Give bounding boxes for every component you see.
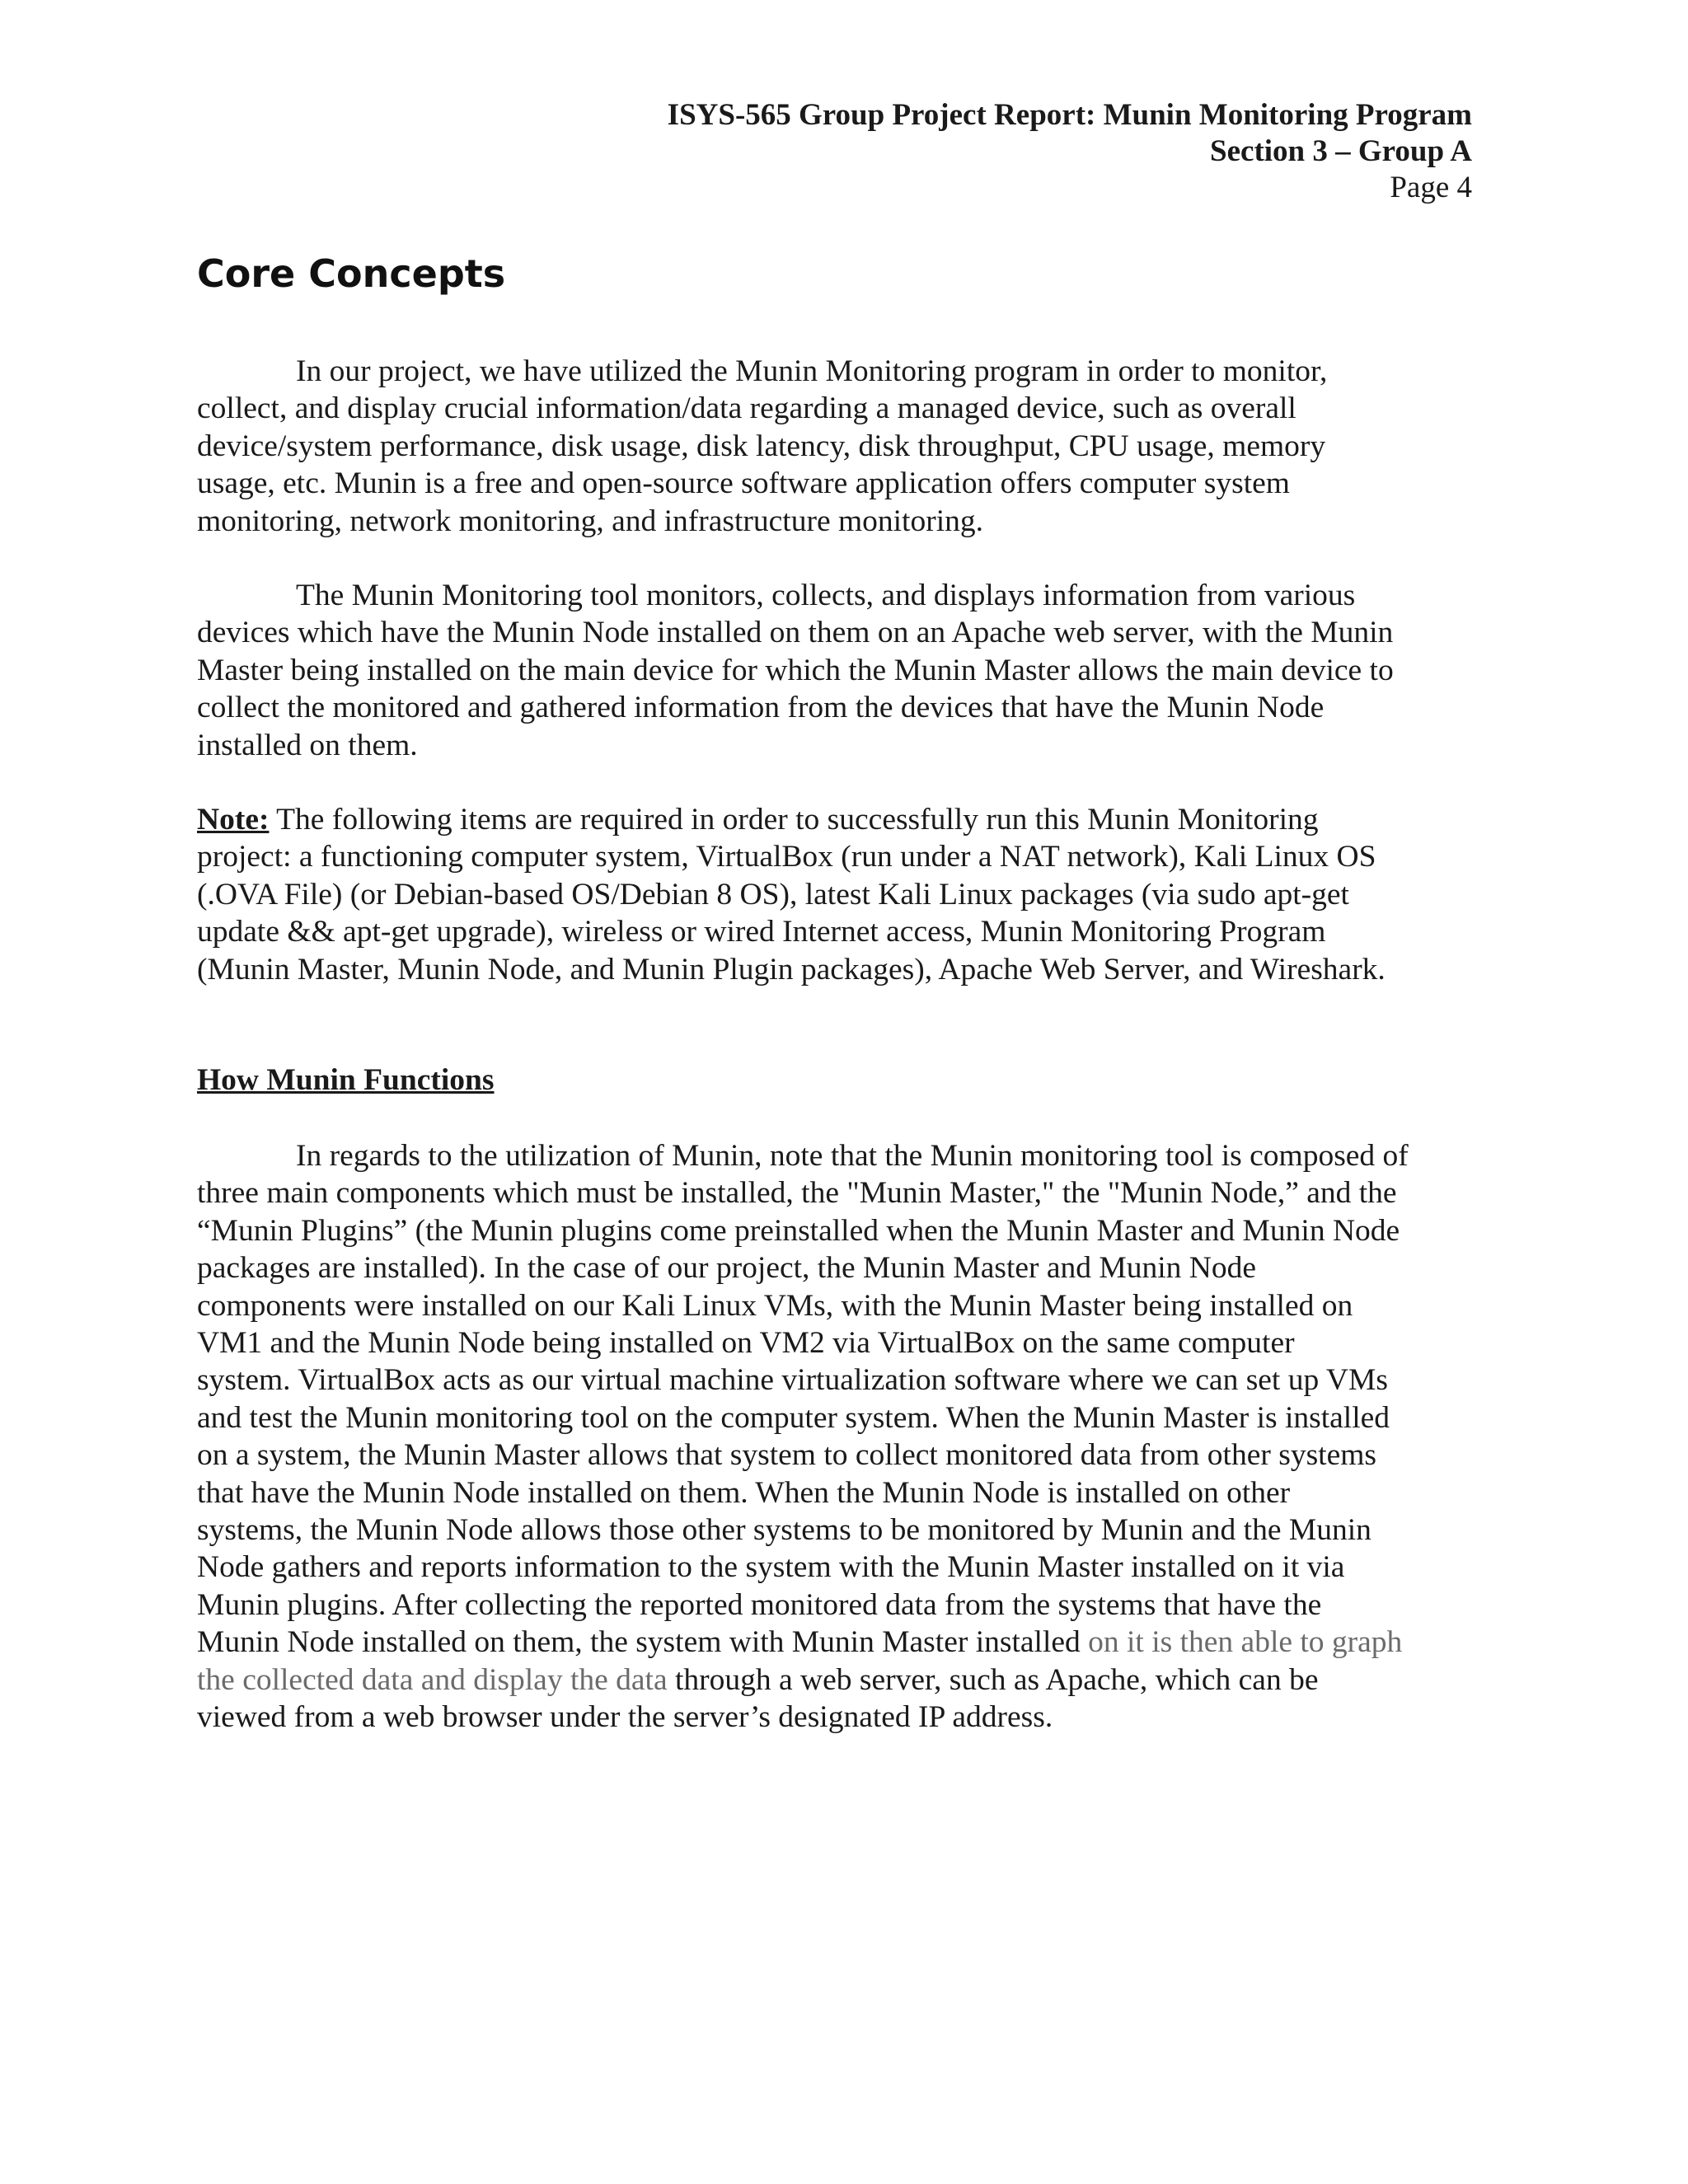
paragraph-line (197, 1661, 1475, 1699)
paragraph-line: three main components which must be installed, the "Munin Master," the "Munin Node,” and the (197, 1176, 1397, 1211)
paragraph-line: and test the Munin monitoring tool on the computer system. When the Munin Master is installed (197, 1400, 1390, 1435)
tool-paragraph (197, 577, 1475, 764)
paragraph-line: systems, the Munin Node allows those other systems to be monitored by Munin and the Munin (197, 1513, 1372, 1548)
subheading: How Munin Functions (197, 1063, 495, 1097)
paragraph-line: collect the monitored and gathered information from the devices that have the Munin Node (197, 691, 1325, 725)
paragraph-line (197, 1624, 1475, 1661)
faded-text: the collected data and display the data (197, 1662, 668, 1697)
page-header (668, 97, 1472, 206)
paragraph-line: (Munin Master, Munin Node, and Munin Plugin packages), Apache Web Server, and Wireshark. (197, 952, 1386, 987)
paragraph-line: Node gathers and reports information to the system with the Munin Master installed on it via (197, 1550, 1345, 1585)
line-text: Munin Node installed on them, the system with Munin Master installed (197, 1625, 1089, 1660)
header-title: ISYS-565 Group Project Report: Munin Monitoring Program (667, 98, 1472, 132)
line-text: through a web server, such as Apache, which can be (667, 1662, 1319, 1697)
paragraph-line: project: a functioning computer system, VirtualBox (run under a NAT network), Kali Linux OS (197, 840, 1376, 874)
paragraph-line: device/system performance, disk usage, disk latency, disk throughput, CPU usage, memory (197, 429, 1326, 463)
faded-text: on it is then able to graph (1088, 1625, 1403, 1660)
paragraph-line: Munin plugins. After collecting the reported monitored data from the systems that have the (197, 1587, 1322, 1622)
paragraph-line: The Munin Monitoring tool monitors, collects, and displays information from various (296, 579, 1356, 612)
paragraph-line (197, 801, 1475, 838)
paragraph-line: VM1 and the Munin Node being installed on VM2 via VirtualBox on the same computer (197, 1326, 1295, 1361)
header-page-number: Page 4 (1390, 171, 1472, 204)
note-label: Note: (197, 803, 270, 837)
paragraph-line: collect, and display crucial information/data regarding a managed device, such as overall (197, 391, 1296, 426)
paragraph-line: components were installed on our Kali Linux VMs, with the Munin Master being installed on (197, 1288, 1353, 1323)
note-paragraph (197, 801, 1475, 988)
paragraph-line: (.OVA File) (or Debian-based OS/Debian 8 OS), latest Kali Linux packages (via sudo apt-get (197, 877, 1349, 912)
paragraph-line: installed on them. (197, 728, 418, 762)
paragraph-line: In regards to the utilization of Munin, note that the Munin monitoring tool is composed of (296, 1139, 1409, 1173)
paragraph-line: viewed from a web browser under the server’s designated IP address. (197, 1700, 1053, 1735)
note-first-line: The following items are required in order to successfully run this Munin Monitoring (269, 803, 1319, 837)
paragraph-line: monitoring, network monitoring, and infrastructure monitoring. (197, 504, 983, 538)
paragraph-line: Master being installed on the main device for which the Munin Master allows the main device to (197, 653, 1394, 687)
intro-paragraph (197, 353, 1475, 540)
paragraph-line: on a system, the Munin Master allows that system to collect monitored data from other systems (197, 1438, 1376, 1473)
section-heading: Core Concepts (197, 251, 506, 296)
paragraph-line: In our project, we have utilized the Munin Monitoring program in order to monitor, (296, 354, 1328, 388)
paragraph-line: packages are installed). In the case of our project, the Munin Master and Munin Node (197, 1251, 1256, 1286)
paragraph-line: devices which have the Munin Node installed on them on an Apache web server, with the Munin (197, 616, 1394, 650)
header-section: Section 3 – Group A (1210, 134, 1472, 168)
functions-paragraph (197, 1137, 1475, 1736)
paragraph-line: usage, etc. Munin is a free and open-source software application offers computer system (197, 466, 1290, 501)
paragraph-line: that have the Munin Node installed on them. When the Munin Node is installed on other (197, 1475, 1291, 1510)
paragraph-line: system. VirtualBox acts as our virtual machine virtualization software where we can set up VMs (197, 1363, 1388, 1398)
paragraph-line: update && apt-get upgrade), wireless or wired Internet access, Munin Monitoring Program (197, 915, 1326, 949)
paragraph-line: “Munin Plugins” (the Munin plugins come preinstalled when the Munin Master and Munin Node (197, 1213, 1400, 1248)
